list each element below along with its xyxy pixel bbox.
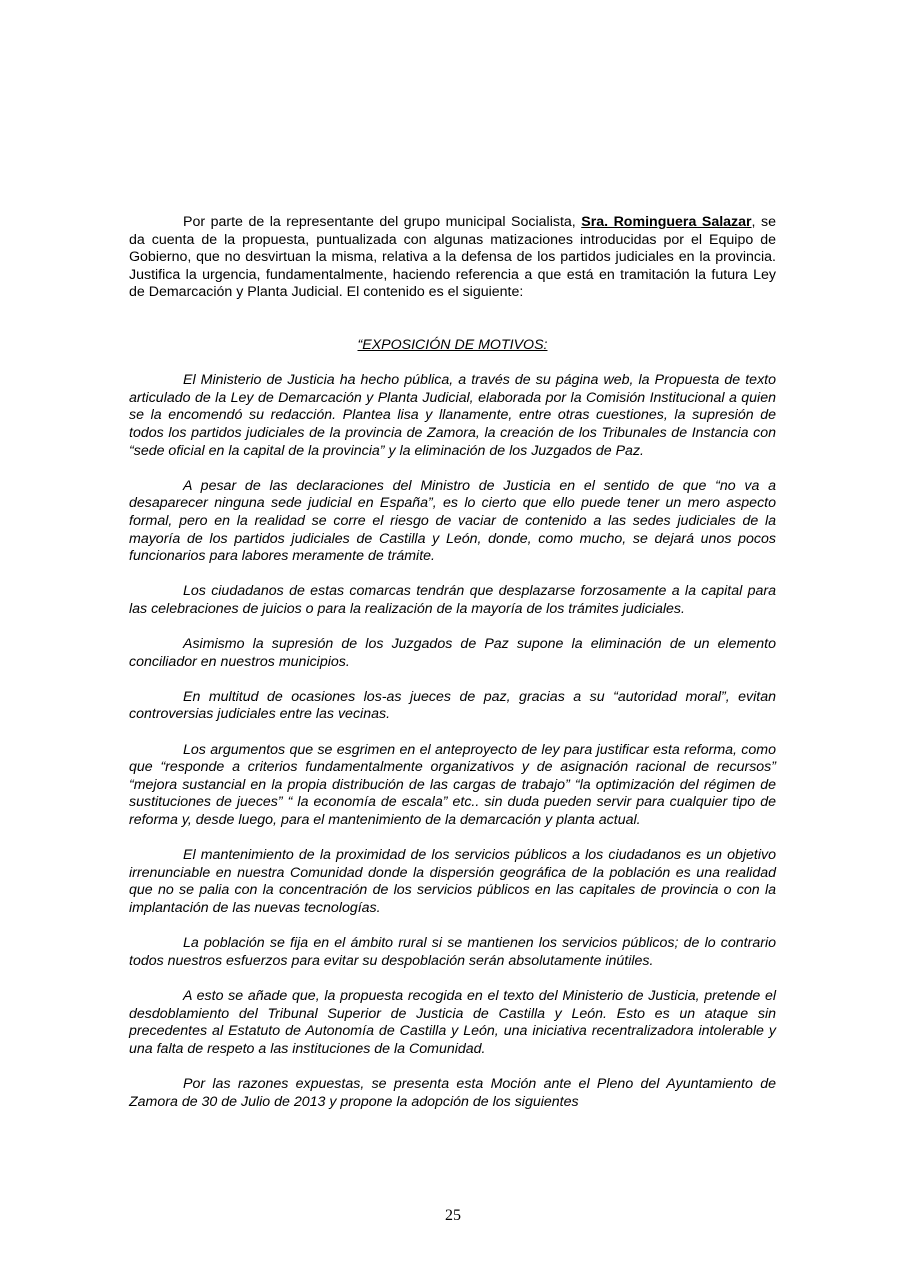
paragraph-9: A esto se añade que, la propuesta recogida en el texto del Ministerio de Justicia, pretende el desdoblamiento del Tribunal Superior de Justicia de Castilla y León. Esto es un ataque sin precedentes al Estatuto de Autonomía de Castilla y León, una iniciativa recentralizadora intolerable y una falta de respeto a las instituciones de la Comunidad.: [129, 987, 776, 1057]
paragraph-5: En multitud de ocasiones los-as jueces de paz, gracias a su “autoridad moral”, evitan controversias judiciales entre las vecinas.: [129, 688, 776, 723]
speaker-name: Sra. Rominguera Salazar: [581, 214, 752, 230]
paragraph-10: Por las razones expuestas, se presenta esta Moción ante el Pleno del Ayuntamiento de Zamora de 30 de Julio de 2013 y propone la adopción de los siguientes: [129, 1075, 776, 1110]
paragraph-6: Los argumentos que se esgrimen en el anteproyecto de ley para justificar esta reforma, como que “responde a criterios fundamentalmente organizativos y de asignación racional de recursos” “mejora sustancial en la propia distribución de las cargas de trabajo” “la optimización del régimen de sustituciones de jueces” “ la economía de escala” etc.. sin duda pueden servir para cualquier tipo de reforma y, desde luego, para el mantenimiento de la demarcación y planta actual.: [129, 741, 776, 828]
paragraph-4: Asimismo la supresión de los Juzgados de Paz supone la eliminación de un elemento conciliador en nuestros municipios.: [129, 636, 776, 670]
paragraph-1: El Ministerio de Justicia ha hecho pública, a través de su página web, la Propuesta de texto articulado de la Ley de Demarcación y Planta Judicial, elaborada por la Comisión Institucional a quien se la encomendó su redacción. Plantea lisa y llanamente, entre otras cuestiones, la supresión de todos los partidos judiciales de la provincia de Zamora, la creación de los Tribunales de Instancia con “sede oficial en la capital de la provincia” y la eliminación de los Juzgados de Paz.: [129, 372, 776, 459]
intro-paragraph: [129, 214, 776, 302]
intro-text-after: , se da cuenta de la propuesta, puntualizada con algunas matizaciones introducidas por el Equipo de Gobierno, que no desvirtuan la misma, relativa a la defensa de los partidos judiciales en la provincia. Justifica la urgencia, fundamentalmente, haciendo referencia a que está en tramitación la futura Ley de Demarcación y Planta Judicial. El contenido es el siguiente:: [129, 214, 776, 301]
paragraph-3: Los ciudadanos de estas comarcas tendrán que desplazarse forzosamente a la capital para las celebraciones de juicios o para la realización de la mayoría de los trámites judiciales.: [129, 583, 776, 617]
section-heading: “EXPOSICIÓN DE MOTIVOS:: [357, 336, 548, 353]
paragraph-2: A pesar de las declaraciones del Ministro de Justicia en el sentido de que “no va a desaparecer ninguna sede judicial en España”, es lo cierto que ello puede tener un mero aspecto formal, pero en la realidad se corre el riesgo de vaciar de contenido a las sedes judiciales de la mayoría de los partidos judiciales de Castilla y León, donde, como mucho, se dejará unos pocos funcionarios para labores meramente de trámite.: [129, 477, 776, 565]
paragraph-7: El mantenimiento de la proximidad de los servicios públicos a los ciudadanos es un objetivo irrenunciable en nuestra Comunidad donde la dispersión geográfica de la población es una realidad que no se palia con la concentración de los servicios públicos en las capitales de provincia o con la implantación de las nuevas tecnologías.: [129, 847, 776, 916]
page-number: 25: [445, 1207, 461, 1224]
paragraph-8: La población se fija en el ámbito rural si se mantienen los servicios públicos; de lo contrario todos nuestros esfuerzos para evitar su despoblación serán absolutamente inútiles.: [129, 935, 776, 969]
intro-text-before: Por parte de la representante del grupo municipal Socialista,: [183, 214, 582, 230]
document-body: [129, 214, 776, 1111]
